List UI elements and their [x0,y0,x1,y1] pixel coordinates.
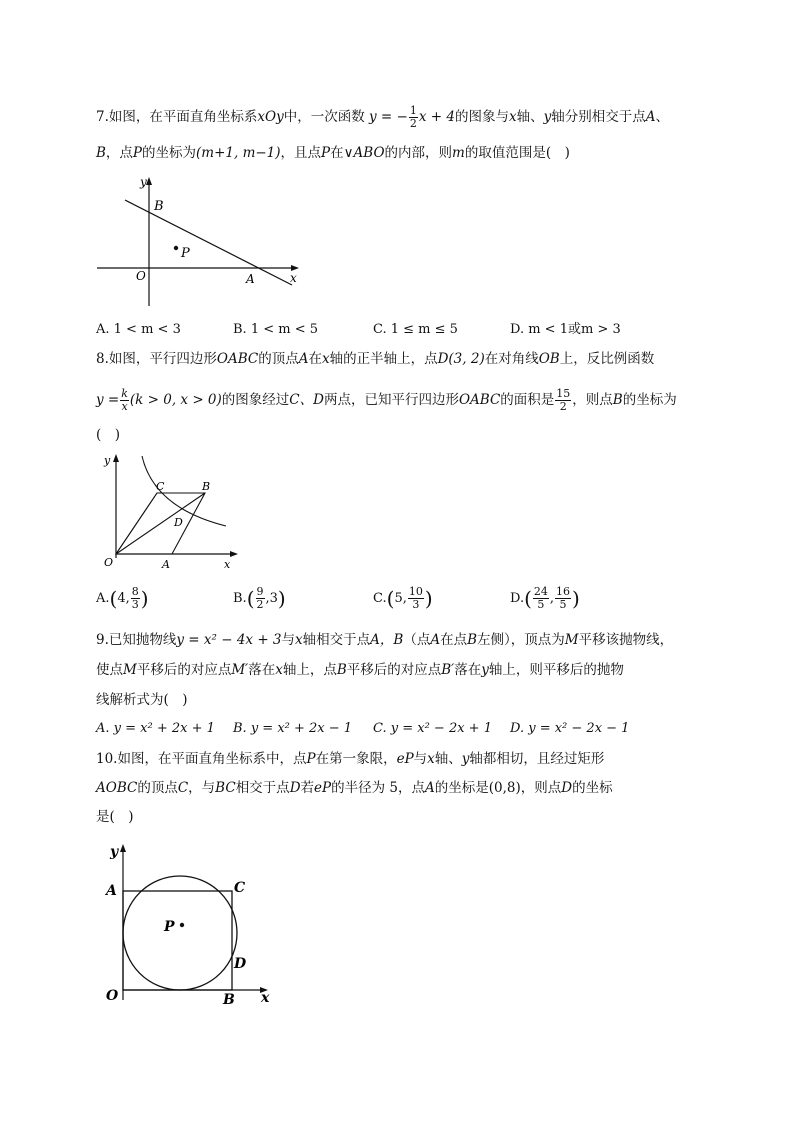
q8-math: B [612,392,623,408]
q8-fraction-k-x [120,388,129,413]
q7-option-b[interactable]: B. 1 < m < 5 [233,322,319,337]
paren-left: ( [524,586,532,611]
q7-label-a: A [246,272,255,286]
q8-hyperbola [142,456,226,526]
q10-text: 轴、 [434,751,462,767]
q8-label-d: D [174,516,183,529]
q8-option-d[interactable]: D.( $\frac{24}{5}$ , $\frac{16}{5}$ ) [510,585,580,611]
option-letter: A. [96,591,110,606]
denominator: 5 [537,598,545,611]
q7-text: 的坐标为 [142,145,197,161]
q8-label-a: A [162,558,170,571]
q10-label-b: B [223,992,235,1008]
q10-label-x: x [261,990,270,1006]
q8-label-o: O [104,556,114,569]
q7-line-2 [96,144,570,162]
q9-text: 平移后的对应点 [136,662,232,678]
q7-math: m [452,145,465,161]
denominator: 3 [131,598,139,611]
q9-text: 左侧），顶点为 [477,632,565,648]
q7-math: B [96,145,106,161]
q10-math: D [289,780,301,796]
paren-left: ( [109,586,118,611]
q9-math: M [123,662,137,678]
q7-math: y = − [369,109,408,125]
option-text: 5, [394,591,407,606]
q10-y-arrow [120,844,126,852]
q10-math: eP [314,780,332,796]
q10-circle-p [123,876,237,990]
q8-line-1 [96,350,654,368]
q7-line-ab [125,200,292,285]
q10-label-p: P [164,919,175,935]
q10-label-a: A [106,883,117,899]
q9-math: A，B [370,632,404,648]
q10-text: 的顶点 [137,780,178,796]
q8-math: y = [96,392,120,408]
q8-text: ，则点 [572,392,613,408]
q9-text: 轴相交于点 [302,632,371,648]
q8-text: 的坐标为 [622,392,677,408]
q9-math: x [295,632,303,648]
q9-text: 在点 [440,632,468,648]
q8-text: 在对角线 [484,351,539,367]
q7-point-p [174,246,178,250]
numerator: 10 [408,585,423,598]
q8-option-a[interactable] [96,586,149,611]
q9-math: y = x² − 4x + 3 [176,632,282,648]
numerator: 9 [256,585,264,598]
fraction [533,586,549,611]
q7-text: 、 [655,109,669,125]
q7-text: ，点 [105,145,133,161]
q7-math: P [321,145,331,161]
fraction [555,586,571,611]
q9-math: B′ [441,662,455,678]
q7-option-c[interactable]: C. 1 ≤ m ≤ 5 [373,322,458,337]
q8-line-2 [96,388,677,413]
q7-text: 中，一次函数 [283,109,365,125]
q10-line-2 [96,779,613,797]
option-letter: D. [510,591,525,606]
numerator: 16 [556,585,571,598]
denominator: 2 [256,598,264,611]
q7-option-a[interactable]: A. 1 < m < 3 [96,322,181,337]
paren-left: ( [386,586,395,611]
q8-label-b: B [202,480,211,493]
numerator: 15 [556,387,571,400]
fraction [256,586,265,611]
q7-label-o: O [136,269,146,283]
q7-text: 的内部，则 [384,145,453,161]
q10-label-o: O [106,988,119,1004]
q8-math: (k > 0, x > 0) [129,392,222,408]
q8-math: x [321,351,330,367]
q8-diagonal-ob [116,493,205,554]
fraction [131,586,140,611]
option-letter: C. [373,591,387,606]
numerator: k [121,387,128,400]
q8-text: 的面积是 [500,392,555,408]
q10-math: AOBC [96,780,138,796]
q9-line-2 [96,661,624,679]
q10-line-3: 是( ) [96,809,134,825]
q7-option-d[interactable]: D. m < 1或m > 3 [510,322,621,337]
q10-text: ，则点 [520,780,562,796]
q7-text: ，且点 [280,145,322,161]
q8-math: D(3, 2) [437,351,485,367]
q9-text: 与 [281,632,296,648]
q10-math: y [461,751,470,767]
q7-text: 7.如图，在平面直角坐标系 [96,109,258,125]
q8-math: OABC [216,351,259,367]
q7-label-p: P [181,246,190,261]
q9-text: 落在 [454,662,482,678]
denominator: 3 [412,598,420,611]
q10-figure [98,838,284,1010]
q7-math: x + 4 [418,109,455,125]
q10-math: eP [396,751,414,767]
paren-right: ) [424,586,433,611]
q8-diagonal-ac [116,493,157,554]
paren-left: ( [246,586,255,611]
q10-math: (0,8) [488,780,521,796]
numerator: 1 [409,104,417,117]
q9-math: x [275,662,283,678]
q8-x-arrow [230,551,238,557]
q8-text: 在 [308,351,322,367]
q10-text: 相交于点 [235,780,290,796]
q8-text: 轴的正半轴上，点 [329,351,438,367]
q7-math: (m+1, m−1) [196,145,281,161]
q10-center-p [180,923,184,927]
q10-label-c: C [234,880,246,896]
q10-rectangle-aobc [123,891,232,990]
q8-text: 的顶点 [258,351,299,367]
q10-line-1 [96,750,604,768]
q7-y-arrow [146,177,152,185]
q9-text: 9.已知抛物线 [96,632,177,648]
q7-text: 的取值范围是( ) [464,145,570,161]
q10-math: x [427,751,435,767]
q10-text: 10.如图，在平面直角坐标系中，点 [96,751,307,767]
option-text: 4, [117,591,130,606]
q8-line-3: ( ) [96,427,121,443]
q9-text: 使点 [96,662,123,678]
q7-fraction [409,105,418,130]
q9-math: M [564,632,579,648]
q7-label-b: B [154,199,164,214]
q8-text: 8.如图，平行四边形 [96,351,217,367]
q8-text: 两点，已知平行四边形 [323,392,459,408]
q10-text: 的坐标 [572,780,613,796]
q8-label-x: x [224,558,231,571]
q8-math: OB [538,351,560,367]
q7-math: ∨ABO [343,145,385,161]
q7-math: x [508,109,517,125]
q9-text: 落在 [248,662,276,678]
q9-math: B [336,662,347,678]
q7-math: P [132,145,143,161]
numerator: 8 [131,585,139,598]
q8-math: C、D [289,392,324,408]
option-text: ,3 [265,591,278,606]
q7-text: 在 [330,145,344,161]
q9-text: 轴上，则平移后的抛物 [488,662,624,678]
q7-figure [92,172,312,312]
q9-option-b[interactable]: B. y = x² + 2x − 1 [233,721,353,736]
fraction [408,586,424,611]
q9-text: 轴上，点 [282,662,337,678]
q8-y-arrow [113,454,119,462]
denominator: x [121,400,128,413]
paren-right: ) [572,586,580,611]
q9-text: （点 [403,632,431,648]
q8-option-c[interactable] [373,586,433,611]
q9-option-a[interactable]: A. y = x² + 2x + 1 [96,721,215,736]
q10-text: 与 [413,751,428,767]
q7-text: 的图象与 [454,109,509,125]
q9-math: A [430,632,441,648]
paren-right: ) [140,586,149,611]
denominator: 2 [409,117,417,130]
q9-math: M′ [231,662,249,678]
q10-label-d: D [234,956,247,972]
q10-math: BC [215,780,236,796]
q9-math: y [481,662,489,678]
q9-text: 平移该抛物线， [578,632,674,648]
option-letter: B. [233,591,247,606]
q10-text: 的坐标是 [434,780,489,796]
q10-label-y: y [110,844,119,860]
q7-label-x: x [290,271,297,285]
q9-line-3: 线解析式为( ) [96,692,188,708]
q7-text: 轴分别相交于点 [551,109,646,125]
q8-fraction-area [555,388,571,413]
q7-math: xOy [257,109,284,125]
q7-label-y: y [140,175,147,189]
q8-math: A [298,351,309,367]
q9-line-1 [96,631,673,649]
q7-line-1 [96,105,669,130]
q10-text: 的半径为 5，点 [331,780,425,796]
numerator: 24 [533,585,548,598]
q8-text: 的图象经过 [221,392,290,408]
q7-math: y [543,109,552,125]
denominator: 5 [559,598,567,611]
q9-text: 平移后的对应点 [346,662,442,678]
q8-option-b[interactable] [233,586,286,611]
q9-option-c[interactable]: C. y = x² − 2x + 1 [373,721,492,736]
q8-math: OABC [458,392,501,408]
q10-math: C [177,780,189,796]
q9-math: B [467,632,477,648]
q10-math: A [424,780,435,796]
q8-label-y: y [104,454,111,467]
q9-option-d[interactable]: D. y = x² − 2x − 1 [510,721,630,736]
q8-label-c: C [156,480,165,493]
q8-figure [96,448,246,574]
denominator: 2 [559,400,567,413]
q10-text: ，与 [188,780,216,796]
q10-math: D [561,780,573,796]
q10-text: 在第一象限， [315,751,397,767]
q8-text: 上，反比例函数 [559,351,655,367]
paren-right: ) [277,586,286,611]
q7-math: A [645,109,656,125]
q10-text: 轴都相切，且经过矩形 [469,751,605,767]
q7-text: 轴、 [516,109,544,125]
q10-math: P [306,751,316,767]
q10-text: 若 [300,780,315,796]
